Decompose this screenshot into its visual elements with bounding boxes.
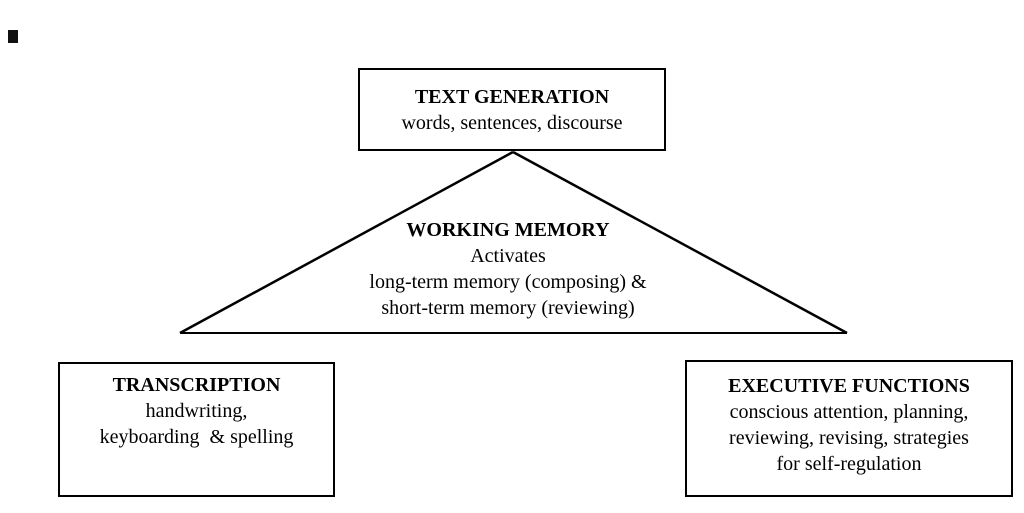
working-memory-line: Activates xyxy=(470,245,546,267)
transcription-line: handwriting, xyxy=(145,400,248,422)
text-generation-title: TEXT GENERATION xyxy=(414,85,610,108)
node-transcription xyxy=(58,362,335,497)
executive-functions-title: EXECUTIVE FUNCTIONS xyxy=(728,375,970,397)
executive-functions-line: conscious attention, planning, xyxy=(729,401,969,423)
node-working-memory xyxy=(252,217,764,321)
executive-functions-line: for self-regulation xyxy=(776,453,922,475)
node-text-generation xyxy=(358,68,666,151)
node-executive-functions xyxy=(685,360,1013,497)
working-memory-line: long-term memory (composing) & xyxy=(369,271,647,293)
text-generation-line: words, sentences, discourse xyxy=(401,111,623,134)
transcription-title: TRANSCRIPTION xyxy=(112,374,281,396)
working-memory-title: WORKING MEMORY xyxy=(406,219,610,241)
executive-functions-line: reviewing, revising, strategies xyxy=(729,427,969,449)
working-memory-line: short-term memory (reviewing) xyxy=(381,297,635,319)
ink-mark-artifact xyxy=(8,30,18,43)
transcription-line: keyboarding & spelling xyxy=(99,426,294,448)
